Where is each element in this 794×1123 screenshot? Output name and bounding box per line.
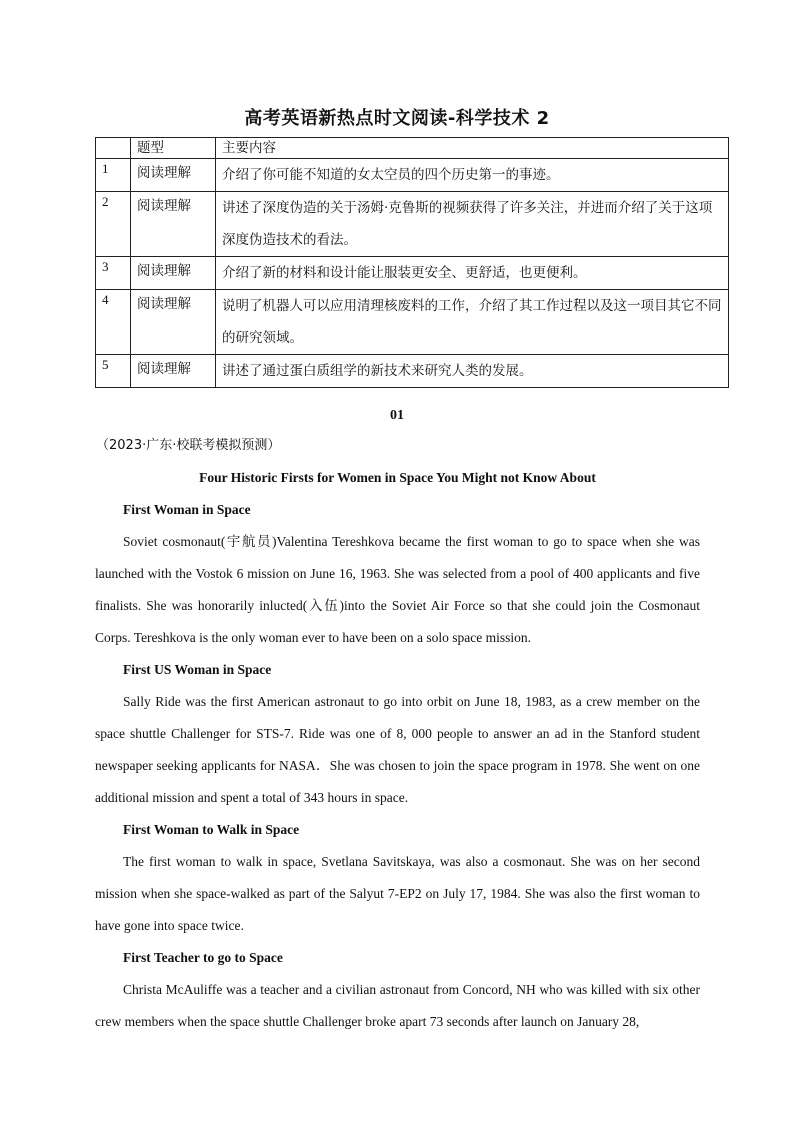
section-paragraph: Soviet cosmonaut(宇航员)Valentina Tereshkova became the first woman to go to space when she was launched with the Vostok 6 mission on June 16, 1963. She was selected from a pool of 400 applicants and five finalists. She was honorarily inlucted(入伍)into the Soviet Air Force so that she could join the Cosmonaut Corps. Tereshkova is the only woman ever to have been on a solo space mission. — [95, 534, 700, 645]
section-heading: First Woman to Walk in Space — [123, 822, 300, 837]
table-header-num — [96, 138, 131, 159]
row-type: 阅读理解 — [131, 290, 216, 355]
section-paragraph: The first woman to walk in space, Svetlana Savitskaya, was also a cosmonaut. She was on her second mission when she space-walked as part of the Salyut 7-EP2 on July 17, 1984. She was also the first woman to have gone into space twice. — [95, 854, 700, 933]
row-number: 3 — [96, 257, 131, 290]
row-number: 4 — [96, 290, 131, 355]
row-content: 讲述了深度伪造的关于汤姆·克鲁斯的视频获得了许多关注，并进而介绍了关于这项深度伪造技术的看法。 — [216, 192, 729, 257]
section-paragraph: Christa McAuliffe was a teacher and a civilian astronaut from Concord, NH who was killed with six other crew members when the space shuttle Challenger broke apart 73 seconds after launch on January 28, — [95, 982, 700, 1029]
table-row — [96, 257, 729, 290]
row-type: 阅读理解 — [131, 257, 216, 290]
article-title: Four Historic Firsts for Women in Space You Might not Know About — [199, 470, 596, 485]
row-content: 介绍了新的材料和设计能让服装更安全、更舒适，也更便利。 — [216, 257, 729, 290]
row-type: 阅读理解 — [131, 192, 216, 257]
row-content: 说明了机器人可以应用清理核废料的工作，介绍了其工作过程以及这一项目其它不同的研究领域。 — [216, 290, 729, 355]
row-number: 1 — [96, 159, 131, 192]
table-header-row — [96, 138, 729, 159]
row-number: 2 — [96, 192, 131, 257]
table-row — [96, 355, 729, 388]
table-header-content: 主要内容 — [216, 138, 729, 159]
table-row — [96, 290, 729, 355]
document-title: 高考英语新热点时文阅读-科学技术 2 — [244, 108, 550, 129]
table-header-type: 题型 — [131, 138, 216, 159]
summary-table — [95, 137, 729, 388]
row-type: 阅读理解 — [131, 159, 216, 192]
article — [95, 462, 700, 1038]
section-heading: First US Woman in Space — [123, 662, 272, 677]
row-type: 阅读理解 — [131, 355, 216, 388]
table-row — [96, 159, 729, 192]
row-number: 5 — [96, 355, 131, 388]
section-paragraph: Sally Ride was the first American astronaut to go into orbit on June 18, 1983, as a crew member on the space shuttle Challenger for STS-7. Ride was one of 8, 000 people to answer an ad in the Stanford student newspaper seeking applicants for NASA．She was chosen to join the space program in 1978. She went on one additional mission and spent a total of 343 hours in space. — [95, 694, 700, 805]
section-number: 01 — [390, 408, 404, 423]
table-row — [96, 192, 729, 257]
row-content: 讲述了通过蛋白质组学的新技术来研究人类的发展。 — [216, 355, 729, 388]
section-heading: First Woman in Space — [123, 502, 251, 517]
row-content: 介绍了你可能不知道的女太空员的四个历史第一的事迹。 — [216, 159, 729, 192]
section-heading: First Teacher to go to Space — [123, 950, 283, 965]
source-note: （2023·广东·校联考模拟预测） — [96, 438, 281, 453]
